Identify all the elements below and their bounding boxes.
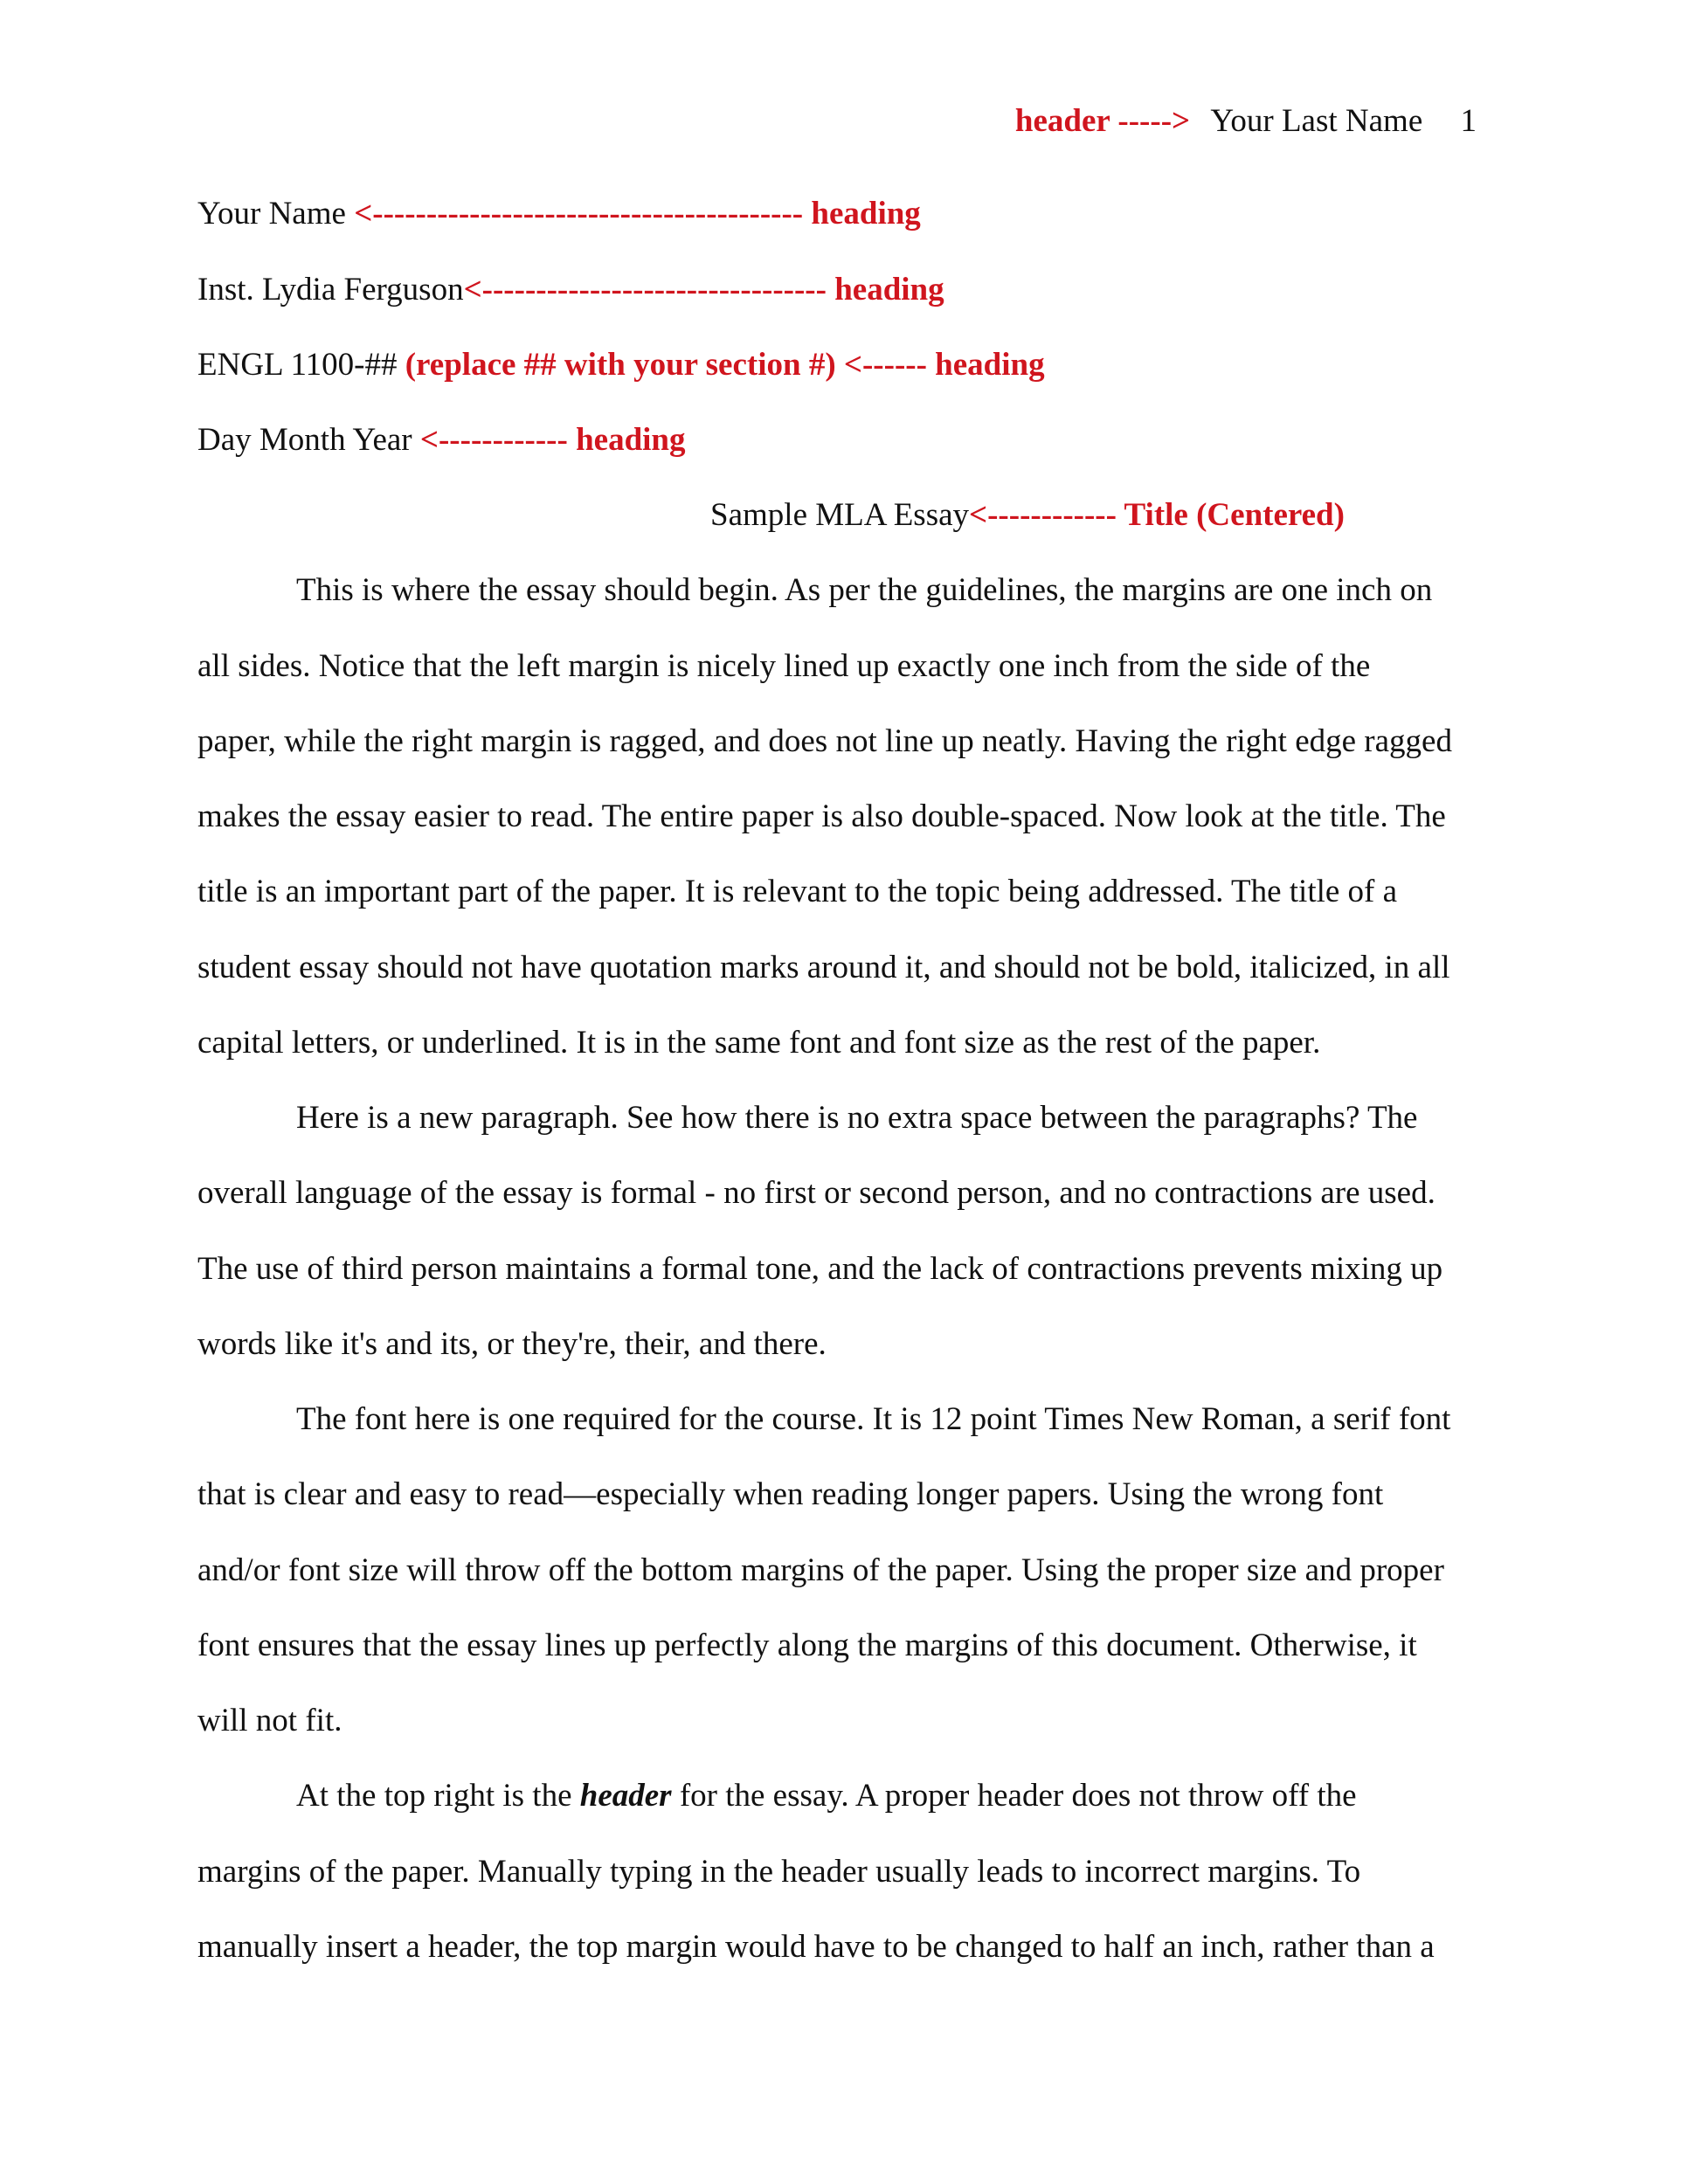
body-line: makes the essay easier to read. The entire paper is also double-spaced. Now look at the title. The	[197, 798, 1446, 834]
header-emphasis: header	[579, 1778, 672, 1814]
body-line: margins of the paper. Manually typing in the header usually leads to incorrect margins. To	[197, 1854, 1361, 1890]
body-line: capital letters, or underlined. It is in the same font and font size as the rest of the paper.	[197, 1025, 1321, 1061]
body-text: for the essay. A proper header does not throw off the	[671, 1778, 1357, 1814]
title-annotation: <------------ Title (Centered)	[969, 497, 1345, 533]
essay-title: Sample MLA Essay	[710, 497, 970, 533]
heading-line-date	[197, 420, 686, 460]
body-line: all sides. Notice that the left margin is nicely lined up exactly one inch from the side of the	[197, 648, 1371, 684]
heading-line-course	[197, 345, 1045, 385]
body-line: will not fit.	[197, 1703, 342, 1738]
heading-text: Day Month Year	[197, 422, 420, 458]
body-line: student essay should not have quotation marks around it, and should not be bold, italicized, in all	[197, 950, 1450, 985]
heading-annotation: <---------------------------------------- heading	[354, 196, 921, 232]
body-line: The font here is one required for the course. It is 12 point Times New Roman, a serif font	[296, 1401, 1451, 1437]
heading-line-instructor	[197, 270, 944, 310]
essay-title-line	[0, 495, 1688, 536]
body-line: and/or font size will throw off the bottom margins of the paper. Using the proper size and proper	[197, 1552, 1444, 1588]
body-line: overall language of the essay is formal - no first or second person, and no contractions are used.	[197, 1175, 1435, 1211]
heading-text: Your Name	[197, 196, 355, 232]
body-line: This is where the essay should begin. As per the guidelines, the margins are one inch on	[296, 572, 1433, 608]
body-line: manually insert a header, the top margin would have to be changed to half an inch, rather than a	[197, 1929, 1435, 1965]
body-line: font ensures that the essay lines up perfectly along the margins of this document. Otherwise, it	[197, 1628, 1417, 1663]
heading-text: ENGL 1100-##	[197, 347, 405, 383]
heading-line-name	[197, 194, 921, 234]
body-line: paper, while the right margin is ragged, and does not line up neatly. Having the right edge ragged	[197, 723, 1452, 759]
heading-annotation: <-------------------------------- heading	[463, 272, 944, 308]
heading-annotation: <------------ heading	[419, 422, 686, 458]
body-line: that is clear and easy to read—especially when reading longer papers. Using the wrong font	[197, 1476, 1384, 1512]
running-header	[1015, 101, 1477, 142]
body-text: At the top right is the	[296, 1778, 580, 1814]
body-line: words like it's and its, or they're, their, and there.	[197, 1326, 827, 1362]
body-line: title is an important part of the paper. It is relevant to the topic being addressed. The title of a	[197, 874, 1398, 909]
body-line: Here is a new paragraph. See how there is no extra space between the paragraphs? The	[296, 1100, 1418, 1136]
header-last-name: Your Last Name	[1210, 103, 1423, 139]
body-line	[296, 1776, 1357, 1816]
header-annotation: header ----->	[1014, 103, 1191, 139]
heading-annotation: (replace ## with your section #) <------ heading	[405, 347, 1045, 383]
body-line: The use of third person maintains a formal tone, and the lack of contractions prevents mixing up	[197, 1251, 1443, 1287]
page-number: 1	[1460, 103, 1477, 139]
heading-text: Inst. Lydia Ferguson	[197, 272, 464, 308]
